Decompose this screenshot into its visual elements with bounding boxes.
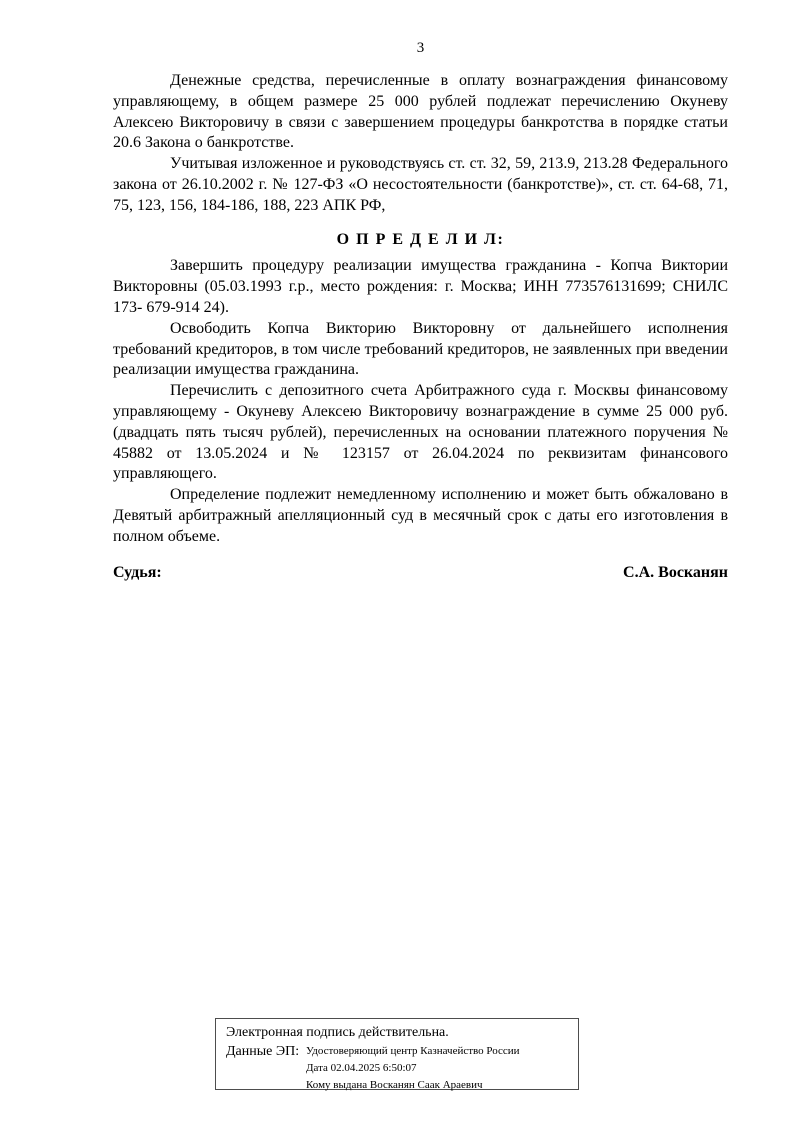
stamp-validity-text: Электронная подпись действительна. [226,1025,449,1040]
stamp-details [306,1043,520,1094]
stamp-date: Дата 02.04.2025 6:50:07 [306,1062,417,1074]
esignature-stamp [215,1018,579,1090]
paragraph-complete-procedure: Завершить процедуру реализации имущества гражданина - Копча Виктории Викторовны (05.03.1993 г.р., место рождения: г. Москва; ИНН 773576131699; СНИЛС 173- 679-914 24). [113,257,728,316]
judge-label: Судья: [113,563,162,581]
paragraph-release-debtor: Освободить Копча Викторию Викторовну от дальнейшего исполнения требований кредиторов, в том числе требований кредиторов, не заявленных при введении реализации имущества гражданина. [113,319,728,379]
stamp-issued-to: Кому выдана Восканян Саак Араевич [306,1079,483,1091]
stamp-data-label: Данные ЭП: [226,1044,300,1059]
stamp-certification-authority: Удостоверяющий центр Казначейство России [306,1045,520,1057]
paragraph-funds-transfer: Денежные средства, перечисленные в оплату вознаграждения финансовому управляющему, в общем размере 25 000 рублей подлежат перечислению Окуневу Алексею Викторовичу в связи с завершением процедуры банкротства в порядке статьи 20.6 Закона о банкротстве. [113,72,728,152]
judge-name: С.А. Восканян [623,563,728,581]
paragraph-deposit-payment: Перечислить с депозитного счета Арбитражного суда г. Москвы финансовому управляющему - Окуневу Алексею Викторовичу вознаграждение в сумме 25 000 руб. (двадцать пять тысяч рублей), перечисленных на основании платежного поручения № 45882 от 13.05.2024 и № 123157 от 26.04.2024 по реквизитам финансового управляющего. [113,382,728,483]
signature-row [113,563,728,584]
page-number: 3 [416,40,425,56]
paragraph-legal-grounds: Учитывая изложенное и руководствуясь ст. ст. 32, 59, 213.9, 213.28 Федерального закона от 26.10.2002 г. № 127-ФЗ «О несостоятельности (банкротстве)», ст. ст. 64-68, 71, 75, 123, 156, 184-186, 188, 223 АПК РФ, [113,155,728,214]
paragraph-appeal-terms: Определение подлежит немедленному исполнению и может быть обжаловано в Девятый арбитражный апелляционный суд в месячный срок с даты его изготовления в полном объеме. [113,486,728,545]
resolution-heading: О П Р Е Д Е Л И Л: [336,230,505,248]
stamp-data-row [226,1043,570,1094]
document-body [113,40,728,583]
